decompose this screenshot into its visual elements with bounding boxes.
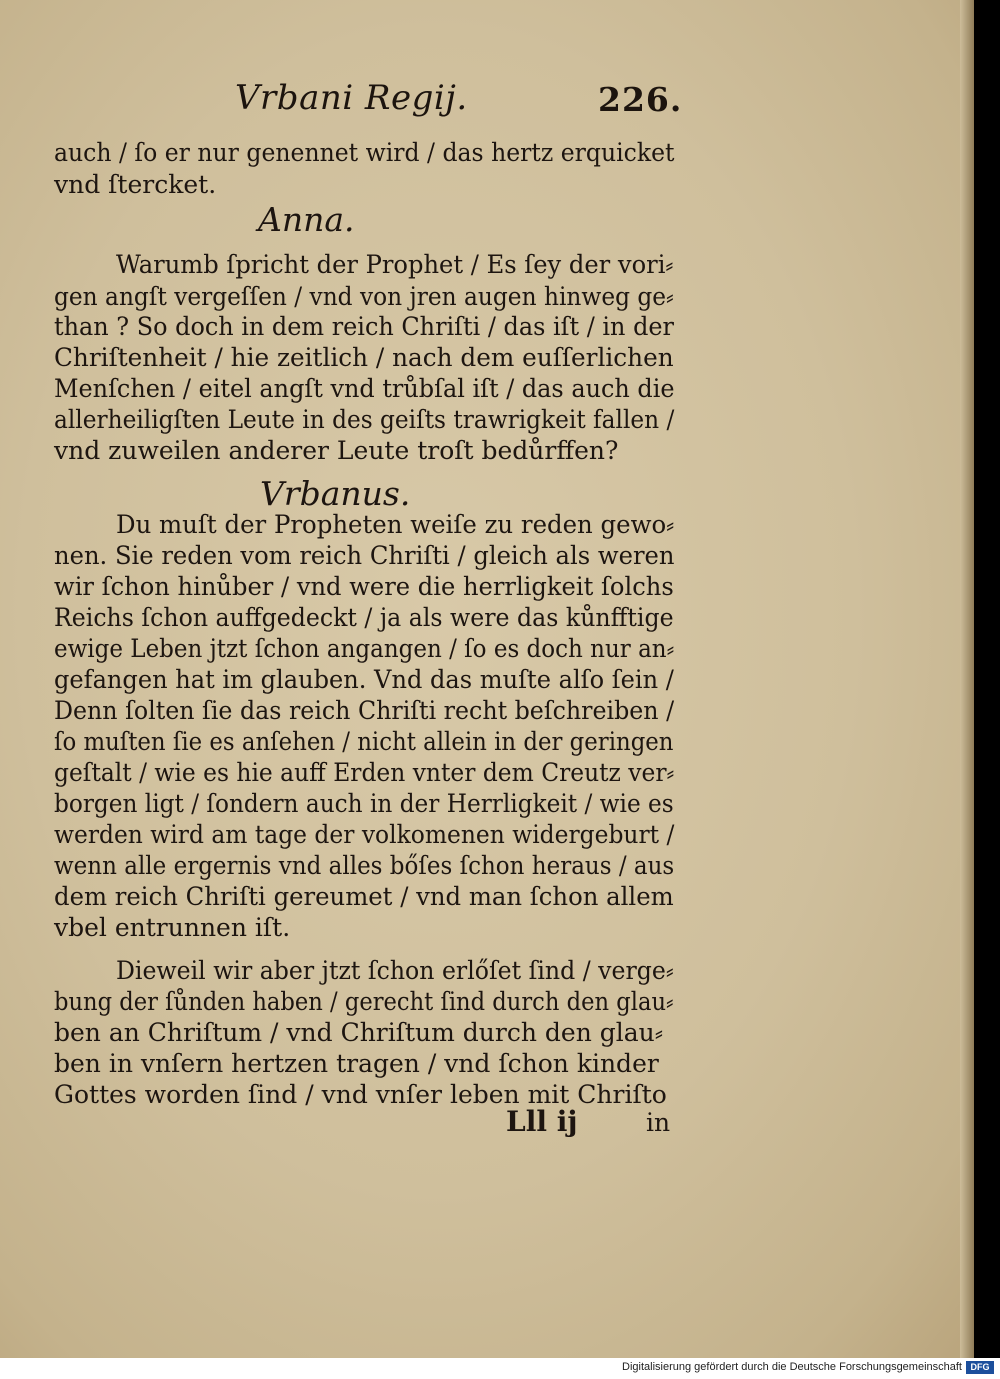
text-line: nen. Sie reden vom reich Chriſti / gleich als weren: [54, 541, 675, 570]
text-line: gefangen hat im glauben. Vnd das muſte alſo ſein /: [54, 665, 674, 694]
text-line: ewige Leben jtzt ſchon angangen / ſo es doch nur an⸗: [54, 634, 675, 663]
text-line: wenn alle ergernis vnd alles bőſes ſchon heraus / aus: [54, 851, 675, 880]
text-line: vnd ſtercket.: [54, 170, 217, 199]
page-edge: [960, 0, 974, 1358]
footer-bar: [0, 1358, 1000, 1379]
text-line: wir ſchon hinůber / vnd were die herrligkeit ſolchs: [54, 572, 674, 601]
text-line: Chriſtenheit / hie zeitlich / nach dem euſſerlichen: [54, 343, 674, 372]
text-line: allerheiligſten Leute in des geiſts trawrigkeit fallen /: [54, 405, 675, 434]
text-line: Du muſt der Propheten weiſe zu reden gewo⸗: [116, 510, 675, 539]
text-line: auch / ſo er nur genennet wird / das hertz erquicket: [54, 138, 675, 167]
text-line: ben in vnſern hertzen tragen / vnd ſchon kinder: [54, 1049, 659, 1078]
text-line: than ? So doch in dem reich Chriſti / das iſt / in der: [54, 312, 674, 341]
text-line: gen angſt vergeſſen / vnd von jren augen hinweg ge⸗: [54, 282, 674, 311]
text-line: dem reich Chriſti gereumet / vnd man ſchon allem: [54, 882, 674, 911]
text-line: geſtalt / wie es hie auff Erden vnter dem Creutz ver⸗: [54, 758, 675, 787]
speaker-heading-urbanus: Vrbanus.: [260, 474, 411, 513]
text-line: werden wird am tage der volkomenen widergeburt /: [54, 820, 675, 849]
text-line: bung der ſůnden haben / gerecht ſind durch den glau⸗: [54, 987, 674, 1016]
text-line: Warumb ſpricht der Prophet / Es ſey der vori⸗: [116, 250, 674, 279]
text-line: ſo muſten ſie es anſehen / nicht allein in der geringen: [54, 727, 674, 756]
text-line: Menſchen / eitel angſt vnd trůbſal iſt / das auch die: [54, 374, 675, 403]
text-line: Reichs ſchon auffgedeckt / ja als were das kůnfftige: [54, 603, 674, 632]
text-line: Dieweil wir aber jtzt ſchon erlőſet ſind / verge⸗: [116, 956, 674, 985]
catchword: in: [646, 1108, 671, 1137]
text-line: vbel entrunnen iſt.: [54, 913, 291, 942]
speaker-heading-anna: Anna.: [258, 200, 355, 239]
funding-notice: Digitalisierung gefördert durch die Deutsche Forschungsgemeinschaft: [622, 1361, 962, 1373]
text-line: Denn ſolten ſie das reich Chriſti recht beſchreiben /: [54, 696, 675, 725]
running-head: Vrbani Regij.: [235, 78, 468, 118]
page-number: 226.: [598, 80, 683, 119]
text-line: borgen ligt / ſondern auch in der Herrligkeit / wie es: [54, 789, 674, 818]
text-line: ben an Chriſtum / vnd Chriſtum durch den glau⸗: [54, 1018, 664, 1047]
text-line: vnd zuweilen anderer Leute troſt bedůrffen?: [54, 436, 619, 465]
text-line: Gottes worden ſind / vnd vnſer leben mit Chriſto: [54, 1080, 667, 1109]
signature-mark: Lll ij: [506, 1105, 578, 1138]
dfg-logo: DFG: [966, 1361, 994, 1374]
